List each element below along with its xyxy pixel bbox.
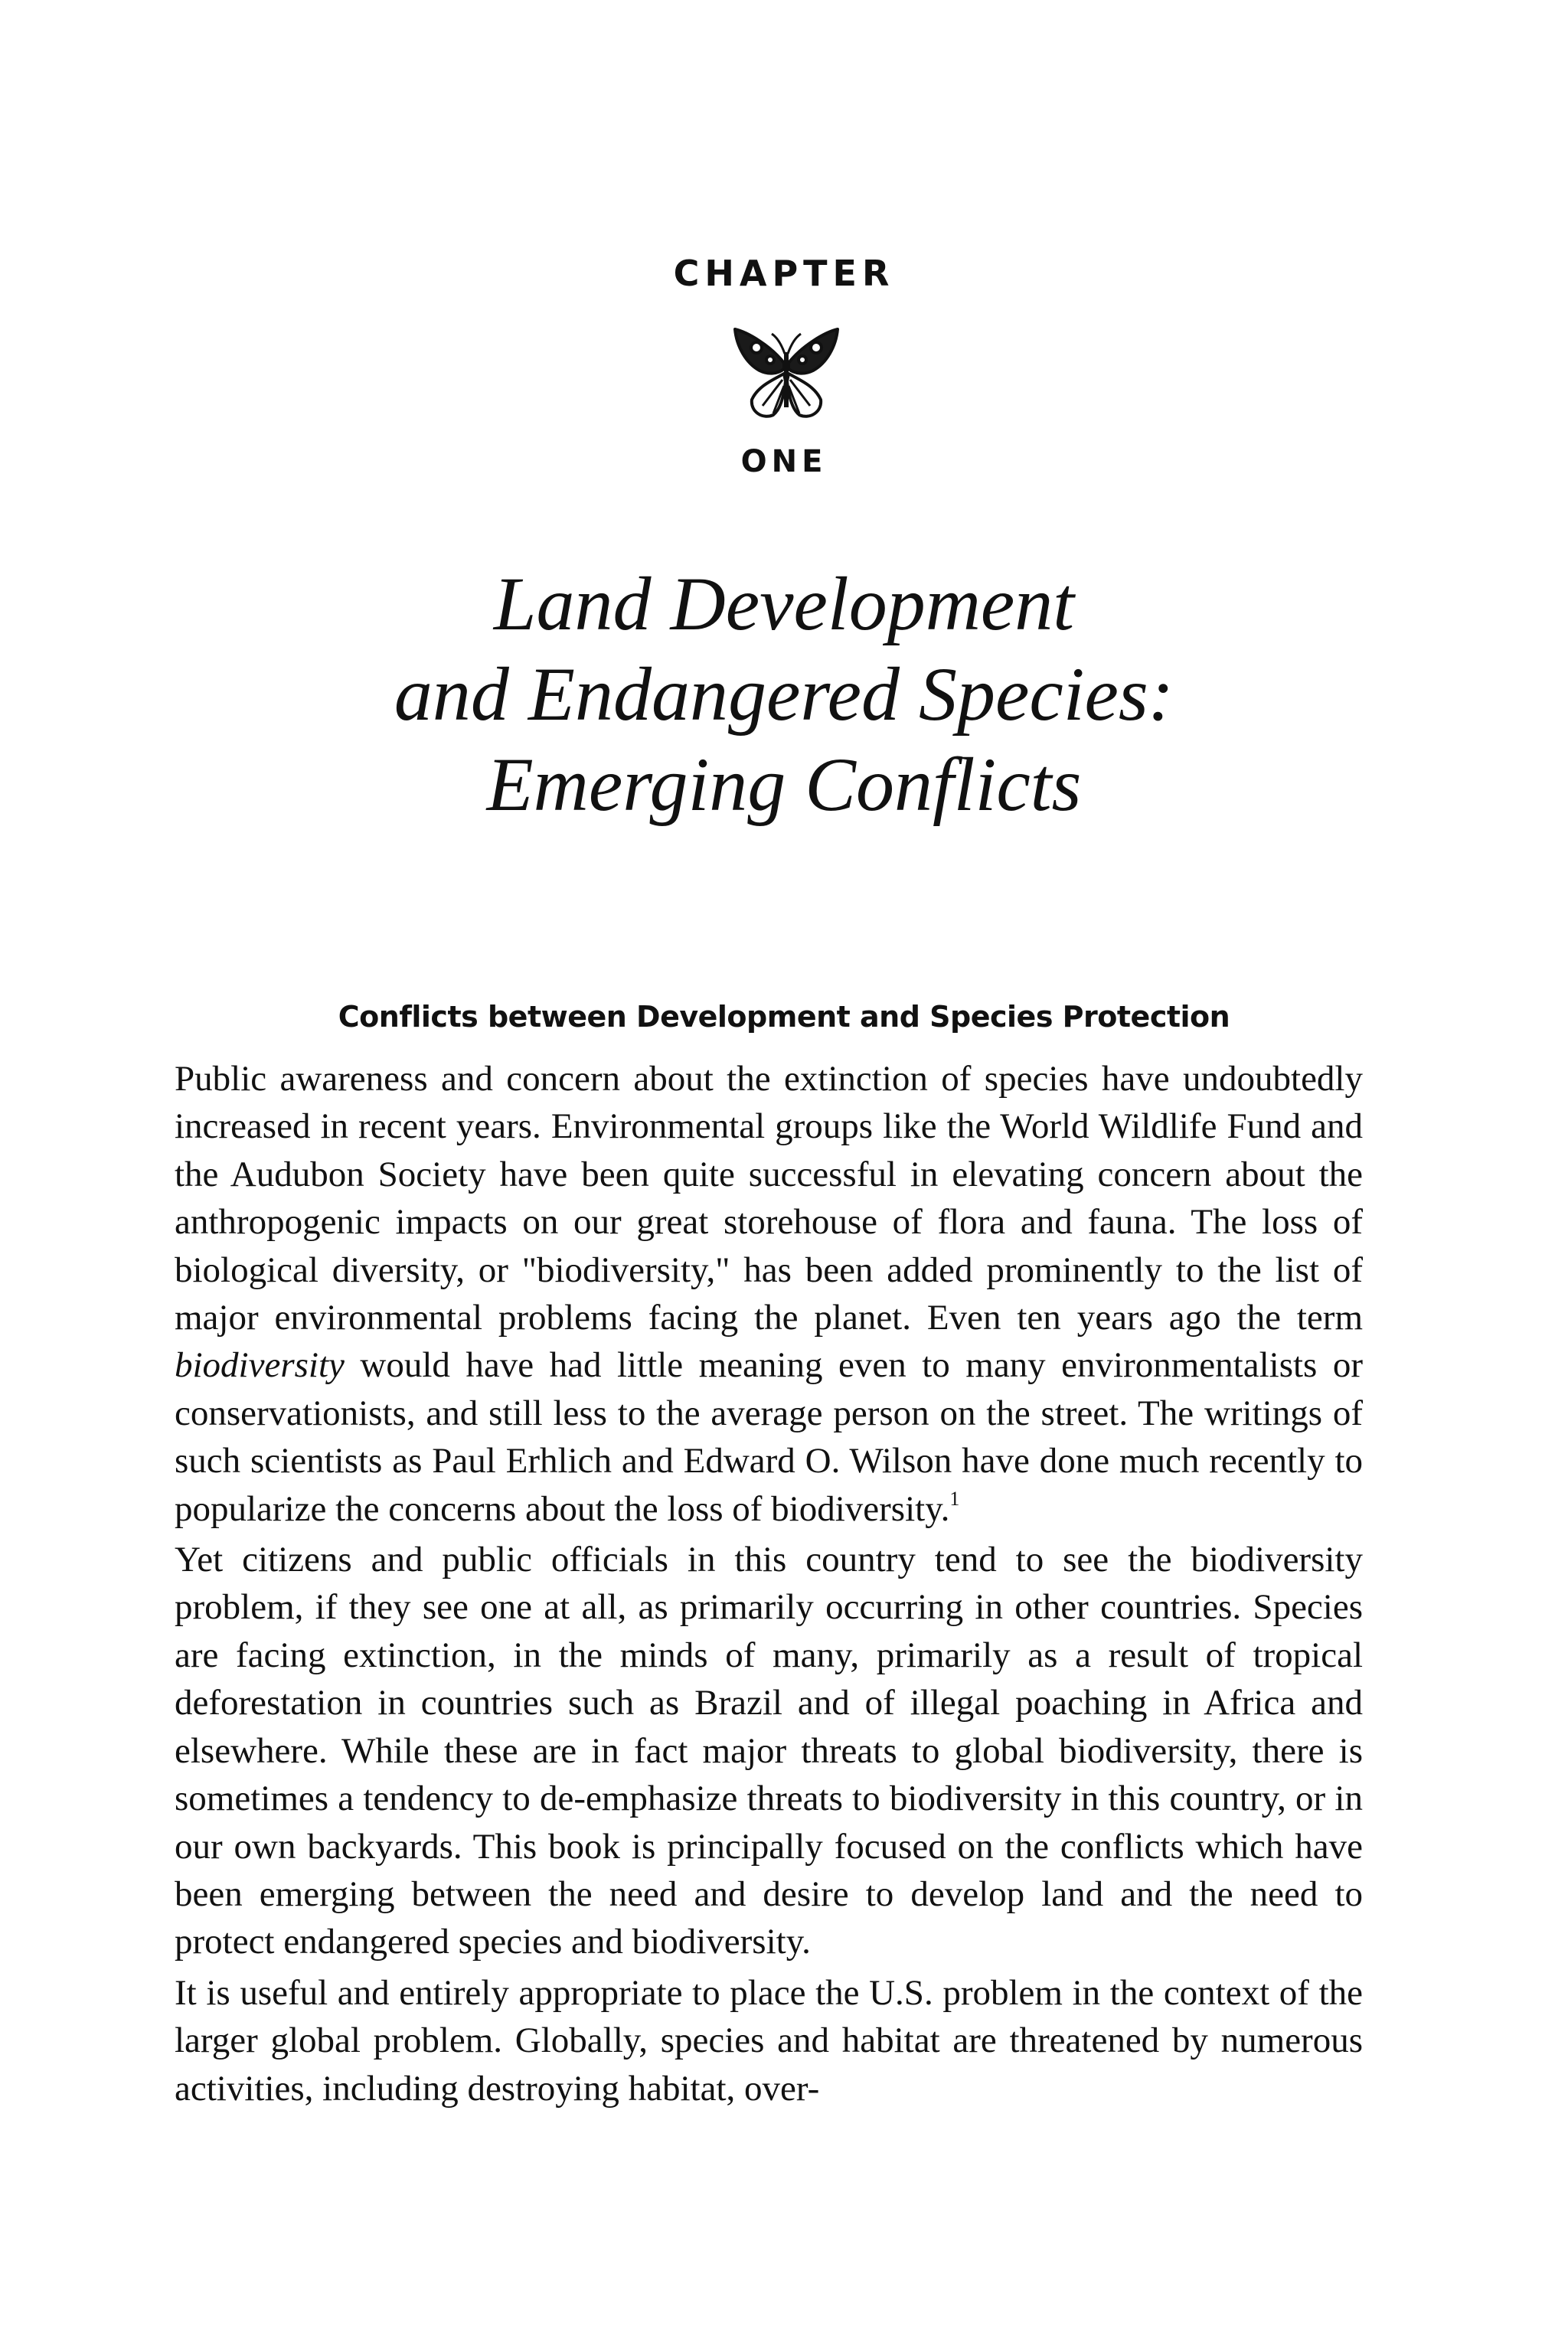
butterfly-icon [729,315,844,430]
paragraph-3: It is useful and entirely appropriate to place the U.S. problem in the context of the larger global problem. Globally, species and habitat are threatened by numerous activities, including destroying habitat, over- [175,1972,1363,2109]
paragraph-1 [175,1055,1363,1533]
paragraph-1-tail: would have had little meaning even to many environmentalists or conservationists, and still less to the average person on the street. The writings of such scientists as Paul Erhlich and Edward O. Wilson have done much recently to popularize the concerns about the loss of biodiversity. [175,1345,1363,1529]
paragraph-1-emphasis: biodiversity [175,1345,345,1386]
chapter-title [0,559,1568,830]
section-heading: Conflicts between Development and Species Protection [338,1000,1230,1034]
paragraph-2: Yet citizens and public officials in this country tend to see the biodiversity problem, if they see one at all, as primarily occurring in other countries. Species are facing extinction, in the minds of many, primarily as a result of tropical deforestation in countries such as Brazil and of illegal poaching in Africa and elsewhere. While these are in fact major threats to global biodiversity, there is sometimes a tendency to de-emphasize threats to biodiversity in this country, or in our own backyards. This book is principally focused on the conflicts which have been emerging between the need and desire to develop land and the need to protect endangered species and biodiversity. [175,1540,1363,1962]
chapter-label: CHAPTER [673,253,895,294]
body-text [175,1055,1363,2112]
footnote-marker: 1 [949,1487,960,1510]
paragraph-1-text: Public awareness and concern about the extinction of species have undoubtedly increased in recent years. Environmental groups like the World Wildlife Fund and the Audubon Society have been quite successful in elevating concern about the anthropogenic impacts on our great storehouse of flora and fauna. The loss of biological diversity, or "biodiversity," has been added prominently to the list of major environmental problems facing the planet. Even ten years ago the term [175,1059,1363,1338]
chapter-number: ONE [740,444,828,479]
title-line-2: and Endangered Species: [394,652,1174,737]
title-line-1: Land Development [493,561,1075,646]
title-line-3: Emerging Conflicts [486,742,1082,827]
